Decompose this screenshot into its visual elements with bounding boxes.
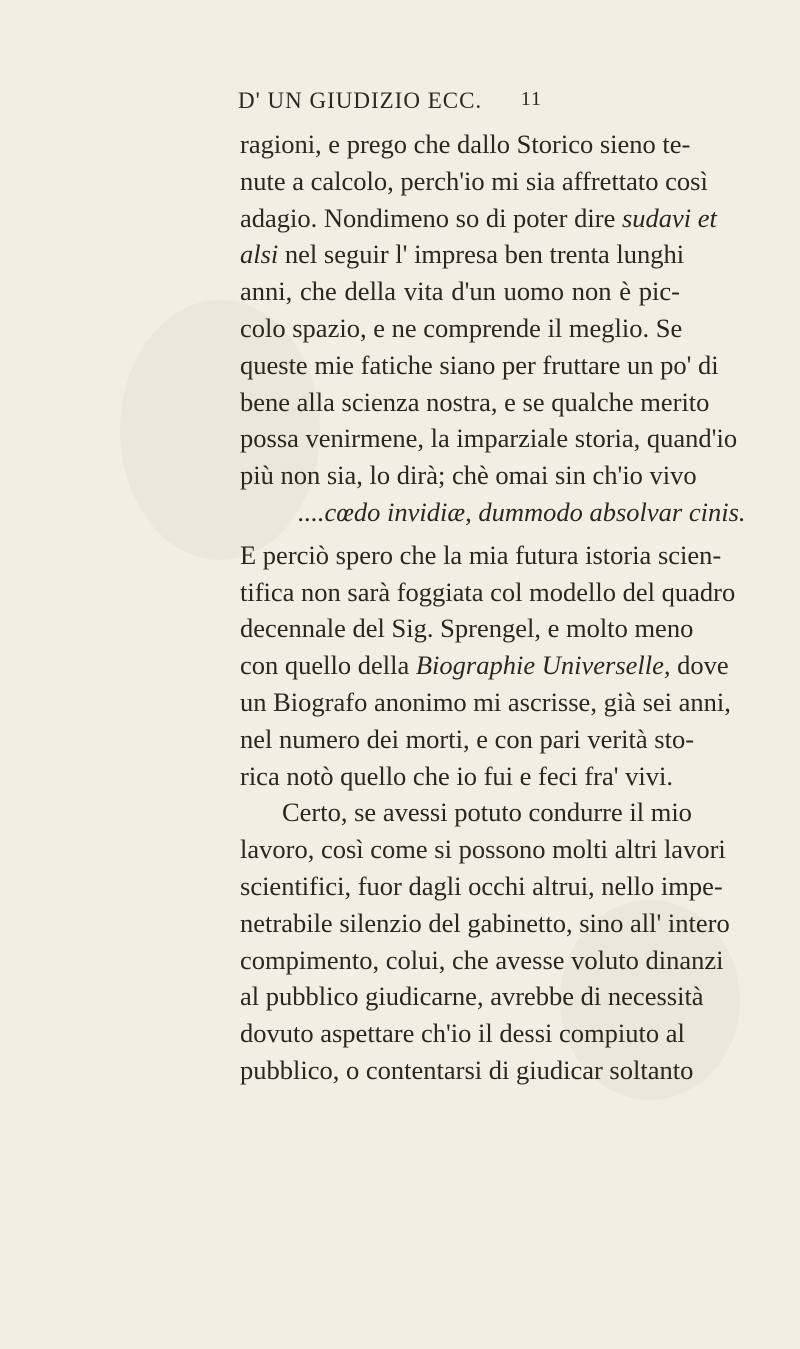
text-line: un Biografo anonimo mi ascrisse, già sei anni, (240, 686, 731, 717)
text-line: lavoro, così come si possono molti altri lavori (240, 834, 726, 865)
text-line: nel numero dei morti, e con pari verità sto- (240, 723, 695, 754)
text-line: tifica non sarà foggiata col modello del quadro (240, 576, 736, 607)
body-text (240, 126, 746, 1089)
italic-title: Biographie Universelle, (415, 650, 671, 681)
text-line: netrabile silenzio del gabinetto, sino all' intero (240, 907, 730, 938)
text-line: Certo, se avessi potuto condurre il mio (282, 797, 692, 828)
text-line: bene alla scienza nostra, e se qualche merito (240, 386, 710, 417)
text-line: possa venirmene, la imparziale storia, quand'io (240, 423, 738, 454)
text-line: compimento, colui, che avesse voluto dinanzi (240, 944, 724, 975)
italic-phrase: alsi (240, 239, 279, 270)
text-line: scientifici, fuor dagli occhi altrui, nello impe- (240, 870, 723, 901)
text-line: nute a calcolo, perch'io mi sia affrettato così (240, 165, 708, 196)
text-line: ragioni, e prego che dallo Storico sieno te- (240, 129, 691, 159)
text-line: adagio. Nondimeno so di poter dire sudavi et (240, 202, 717, 233)
text-line: alsi nel seguir l' impresa ben trenta lunghi (240, 239, 685, 270)
running-header (238, 88, 542, 118)
text-line: queste mie fatiche siano per fruttare un po' di (240, 349, 719, 380)
text-line: pubblico, o contentarsi di giudicar soltanto (240, 1054, 694, 1085)
text-line: più non sia, lo dirà; chè omai sin ch'io vivo (240, 460, 697, 491)
text-line: dovuto aspettare ch'io il dessi compiuto al (240, 1018, 685, 1049)
text-line: al pubblico giudicarne, avrebbe di necessità (240, 981, 704, 1012)
latin-quote-line: ....cœdo invidiæ, dummodo absolvar cinis. (298, 496, 746, 527)
text-line: anni, che della vita d'un uomo non è pic- (240, 276, 680, 307)
text-line: colo spazio, e ne comprende il meglio. Se (240, 312, 683, 343)
page-number: 11 (520, 88, 542, 110)
text-line: E perciò spero che la mia futura istoria scien- (240, 539, 722, 570)
running-title: D' UN GIUDIZIO ECC. (238, 88, 483, 113)
text-line: con quello della Biographie Universelle, dove (240, 650, 729, 681)
text-line: decennale del Sig. Sprengel, e molto meno (240, 613, 694, 644)
italic-phrase: sudavi et (621, 202, 717, 233)
text-line: rica notò quello che io fui e feci fra' vivi. (240, 760, 674, 791)
